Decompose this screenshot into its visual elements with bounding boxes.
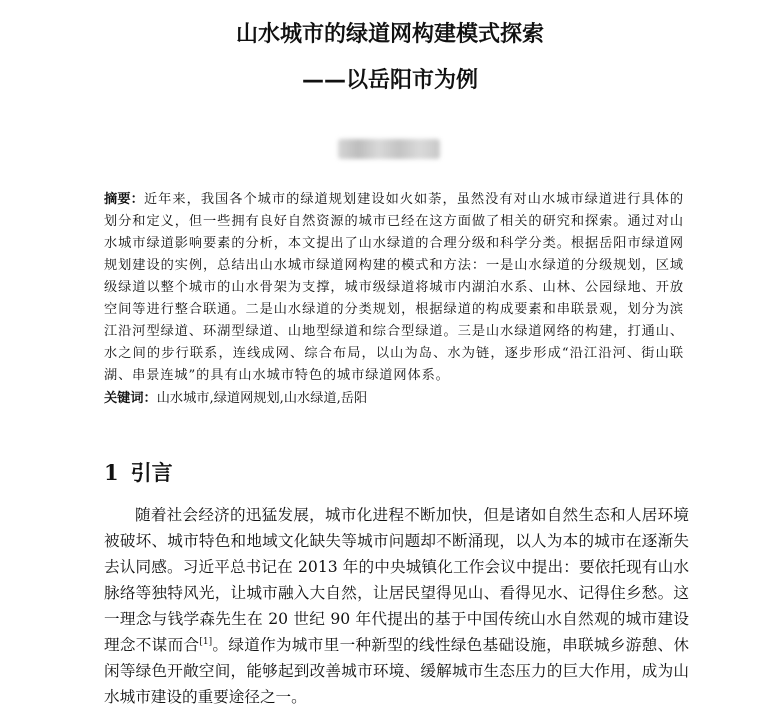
section-title: 引言 xyxy=(130,460,173,485)
author-redacted xyxy=(338,139,440,159)
citation-ref[interactable]: [1] xyxy=(199,636,213,647)
body-text-part1: 随着社会经济的迅猛发展，城市化进程不断加快，但是诸如自然生态和人居环境被破坏、城市特色和地域文化缺失等城市问题却不断涌现，以人为本的城市在逐渐失去认同感。习近平总书记在 2013 年的中央城镇化工作会议中提出：要依托现有山水脉络等独特风光，让城市融入大自然，让居民望得见山、看得见水、记得住乡愁。这一理念与钱学森先生在 20 世纪 90 年代提出的基于中国传统山水自然观的城市建设理念不谋而合 xyxy=(104,506,689,654)
keywords-label: 关键词： xyxy=(104,391,157,406)
abstract-label: 摘要： xyxy=(104,192,144,207)
body-text-part2: 。绿道作为城市里一种新型的线性绿色基础设施，串联城乡游憩、休闲等绿色开敞空间，能够起到改善城市环境、缓解城市生态压力的巨大作用，成为山水城市建设的重要途径之一。 xyxy=(104,636,689,706)
abstract-text: 近年来，我国各个城市的绿道规划建设如火如荼，虽然没有对山水城市绿道进行具体的划分和定义，但一些拥有良好自然资源的城市已经在这方面做了相关的研究和探索。通过对山水城市绿道影响要素的分析，本文提出了山水绿道的合理分级和科学分类。根据岳阳市绿道网规划建设的实例，总结出山水城市绿道网构建的模式和方法：一是山水绿道的分级规划，区域级绿道以整个城市的山水骨架为支撑，城市级绿道将城市内湖泊水系、山林、公园绿地、开放空间等进行整合联通。二是山水绿道的分类规划，根据绿道的构成要素和串联景观，划分为滨江沿河型绿道、环湖型绿道、山地型绿道和综合型绿道。三是山水绿道网络的构建，打通山、水之间的步行联系，连线成网、综合布局，以山为岛、水为链，逐步形成“沿江沿河、街山联湖、串景连城”的具有山水城市特色的城市绿道网体系。 xyxy=(104,192,685,383)
section-number: 1 xyxy=(104,460,119,485)
body-paragraph xyxy=(104,502,689,710)
keywords xyxy=(104,388,684,410)
abstract xyxy=(104,189,684,387)
section-heading xyxy=(104,458,173,488)
keywords-text: 山水城市,绿道网规划,山水绿道,岳阳 xyxy=(156,391,368,406)
paper-subtitle: ——以岳阳市为例 xyxy=(301,68,478,93)
paper-title: 山水城市的绿道网构建模式探索 xyxy=(235,22,544,47)
